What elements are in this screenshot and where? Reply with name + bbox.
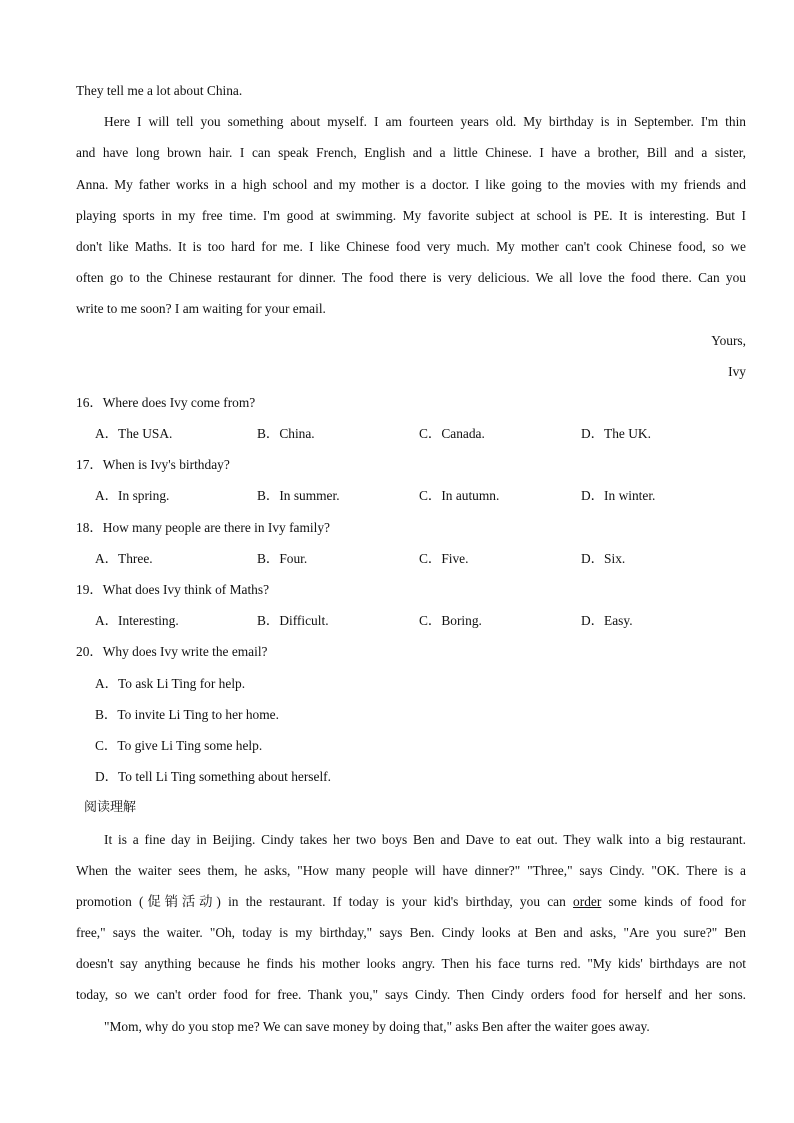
passage-line: free," says the waiter. "Oh, today is my birthday," says Ben. Cindy looks at Ben and asks, "Are you sure?" Ben (76, 925, 746, 941)
option-a: A．To ask Li Ting for help. (95, 675, 246, 691)
option-c: C．Five. (419, 550, 469, 566)
passage-line: write to me soon? I am waiting for your email. (76, 301, 326, 317)
option-d: D．Easy. (581, 613, 633, 629)
option-c: C．Boring. (419, 613, 482, 629)
passage-line: don't like Maths. It is too hard for me. I like Chinese food very much. My mother can't cook Chinese food, so we (76, 238, 746, 254)
option-b: B．To invite Li Ting to her home. (95, 706, 279, 722)
option-row (76, 608, 746, 639)
passage-text: promotion (促销活动) in the restaurant. If today is your kid's birthday, you can (76, 893, 574, 909)
option-b: B．In summer. (257, 488, 340, 504)
passage-line: It is a fine day in Beijing. Cindy takes her two boys Ben and Dave to eat out. They walk into a big restaurant. (104, 831, 746, 847)
letter-signature: Ivy (728, 363, 746, 379)
option-c: C．To give Li Ting some help. (95, 737, 263, 753)
section-title: 阅读理解 (84, 800, 137, 816)
option-a: A．In spring. (95, 488, 170, 504)
question-stem: 19．What does Ivy think of Maths? (76, 582, 270, 597)
question-stem: 20．Why does Ivy write the email? (76, 644, 268, 660)
passage-line (76, 889, 746, 920)
passage-line: Here I will tell you something about myself. I am fourteen years old. My birthday is in September. I'm thin (104, 114, 746, 130)
option-row (76, 546, 746, 577)
option-d: D．To tell Li Ting something about herself. (95, 769, 331, 785)
option-a: A．Three. (95, 550, 153, 566)
option-c: C．Canada. (419, 426, 485, 442)
question-stem: 18．How many people are there in Ivy family? (76, 519, 330, 535)
passage-line: today, so we can't order food for free. Thank you," says Cindy. Then Cindy orders food for herself and her sons. (76, 987, 746, 1003)
passage-line: "Mom, why do you stop me? We can save money by doing that," asks Ben after the waiter goes away. (104, 1018, 650, 1034)
passage-line: They tell me a lot about China. (76, 83, 243, 98)
passage-line: and have long brown hair. I can speak French, English and a little Chinese. I have a brother, Bill and a sister, (76, 145, 746, 161)
option-a: A．Interesting. (95, 613, 179, 629)
letter-closing: Yours, (711, 332, 746, 348)
option-b: B．Difficult. (257, 613, 329, 629)
option-row (76, 483, 746, 514)
question-stem: 16．Where does Ivy come from? (76, 394, 256, 410)
option-d: D．Six. (581, 550, 626, 566)
passage-line: When the waiter sees them, he asks, "How many people will have dinner?" "Three," says Cindy. "OK. There is a (76, 862, 746, 878)
passage-line: playing sports in my free time. I'm good at swimming. My favorite subject at school is PE. It is interesting. But I (76, 207, 746, 223)
document-page (76, 78, 746, 1045)
option-c: C．In autumn. (419, 488, 500, 504)
option-d: D．The UK. (581, 426, 651, 442)
passage-line: Anna. My father works in a high school and my mother is a doctor. I like going to the movies with my friends and (76, 176, 746, 192)
option-b: B．Four. (257, 550, 308, 566)
option-d: D．In winter. (581, 488, 656, 504)
option-row (76, 421, 746, 452)
question-stem: 17．When is Ivy's birthday? (76, 457, 230, 473)
option-b: B．China. (257, 426, 315, 442)
passage-line: often go to the Chinese restaurant for dinner. The food there is very delicious. We all love the food there. Can you (76, 270, 746, 286)
passage-text: some kinds of food for (601, 893, 747, 909)
underlined-word: order (573, 893, 602, 909)
passage-line: doesn't say anything because he finds his mother looks angry. Then his face turns red. "My kids' birthdays are not (76, 956, 746, 972)
option-a: A．The USA. (95, 426, 173, 442)
